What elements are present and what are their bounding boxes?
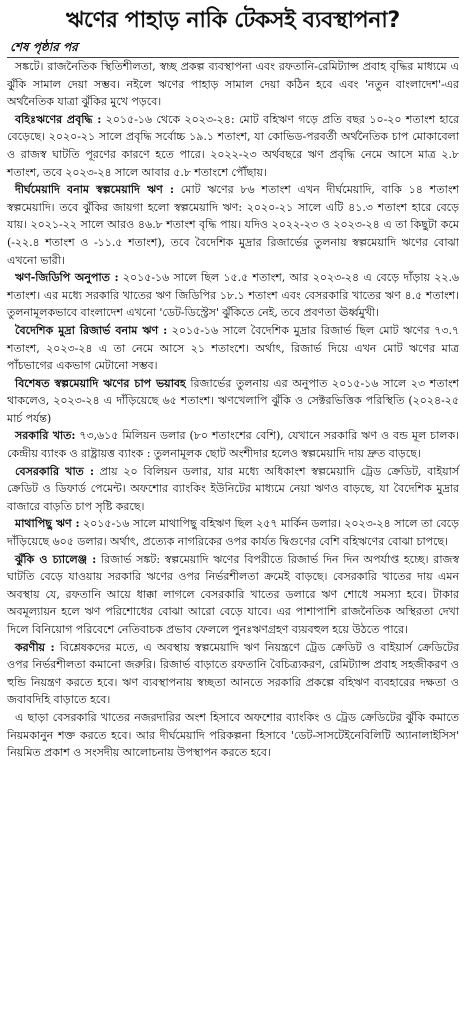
paragraph-long-vs-short-term bbox=[7, 181, 459, 269]
paragraph-reserve-vs-debt bbox=[7, 322, 459, 375]
paragraph-text: মোট ঋণের ৮৬ শতাংশ এখন দীর্ঘমেয়াদি, বাকি ১৪ শতাংশ স্বল্পমেয়াদি। তবে ঝুঁকির জায়গা হলো স্বল্পমেয়াদি ঋণ: ২০২০-২১ সালে এটি ৪১.৩ শতাংশ হারে বেড়ে যায়। ২০২১-২২ সালে আরও ৪৬.৮ শতাংশ বৃদ্ধি পায়। যদিও ২০২২-২৩ ও ২০২৩-২৪ এ তা কিছুটা কমে (-২২.৪ শতাংশ ও -১১.৫ শতাংশ), তবে বৈদেশিক মুদ্রার রিজার্ভের তুলনায় স্বল্পমেয়াদি ঋণের বোঝা এখনো ভারী। bbox=[7, 183, 459, 267]
paragraph-lead: বিশেষত স্বল্পমেয়াদি ঋণের চাপ ভয়াবহ bbox=[15, 375, 186, 390]
paragraph-public-sector bbox=[7, 427, 459, 462]
paragraph-lead: মাথাপিছু ঋণ : bbox=[15, 516, 80, 531]
paragraph-lead: বেসরকারি খাত : bbox=[15, 463, 94, 478]
paragraph-short-term-pressure bbox=[7, 375, 459, 428]
paragraph-text: এ ছাড়া বেসরকারি খাতের নজরদারির অংশ হিসাবে অফশোর ব্যাংকিং ও ট্রেড ক্রেডিটের ঝুঁকি কমাতে নিয়মকানুন শক্ত করতে হবে। আর দীর্ঘমেয়াদি পরিকল্পনা হিসাবে 'ডেট-সাসটেইনেবিলিটি অ্যানালাইসিস' নিয়মিত প্রকাশ ও সংসদীয় আলোচনায় উপস্থাপন করতে হবে। bbox=[7, 710, 459, 760]
article-headline: ঋণের পাহাড় নাকি টেকসই ব্যবস্থাপনা? bbox=[66, 8, 400, 33]
paragraph-reserve-growth bbox=[7, 111, 459, 181]
paragraph-per-capita-debt bbox=[7, 515, 459, 550]
paragraph-lead: বহিঃঋণের প্রবৃদ্ধি : bbox=[15, 111, 102, 126]
paragraph-closing bbox=[7, 709, 459, 762]
paragraph-lead: ঋণ-জিডিপি অনুপাত : bbox=[15, 270, 119, 285]
paragraph-text: ৭৩,৬১৫ মিলিয়ন ডলার (৮০ শতাংশের বেশি), যেখানে সরকারি ঋণ ও বন্ড মূল চালক। কেন্দ্রীয় ব্যাংক ও রাষ্ট্রায়ত্ত ব্যাংক : তুলনামূলক ছোট অংশীদার হলেও স্বল্পমেয়াদি দায় দ্রুত বাড়ছে। bbox=[7, 429, 459, 461]
article-body bbox=[7, 58, 459, 762]
paragraph-text: রিজার্ভ সঙ্কট: স্বল্পমেয়াদি ঋণের বিপরীতে রিজার্ভ দিন দিন অপর্যাপ্ত হচ্ছে। রাজস্ব ঘাটতি বেড়ে যাওয়ায় সরকারি ঋণের ওপর নির্ভরশীলতা ক্রমেই বাড়ছে। বেসরকারি খাতের দায় এমন অবস্থায় যে, রফতানি আয়ে ধাক্কা লাগলে বেসরকারি খাতের ডলারে ঋণ শোধে সমস্যা হবে। টাকার অবমূল্যায়ন হলে ঋণ পরিশোধের বোঝা আরো বেড়ে যাবে। এর পাশাপাশি রাজনৈতিক অস্থিরতা দেখা দিলে বিনিয়োগ পরিবেশে নেতিবাচক প্রভাব ফেললে পুনঃঋণগ্রহণ ব্যয়বহুল হয়ে উঠতে পারে। bbox=[7, 552, 459, 636]
paragraph-text: রিজার্ভের তুলনায় এর অনুপাত ২০১৫-১৬ সালে ২৩ শতাংশ থাকলেও, ২০২৩-২৪ এ দাঁড়িয়েছে ৬৫ শতাংশ। ঋণখেলাপি ঝুঁকি ও সেক্টরভিত্তিক পরিস্থিতি (২০২৪-২৫ মার্চ পর্যন্ত) bbox=[7, 376, 459, 425]
paragraph-recommendations bbox=[7, 639, 459, 709]
intro-paragraph: সঙ্কটে। রাজনৈতিক স্থিতিশীলতা, স্বচ্ছ প্রকল্প ব্যবস্থাপনা এবং রফতানি-রেমিট্যান্স প্রবাহ বৃদ্ধির মাধ্যমে এ ঝুঁকি সামাল দেয়া সম্ভব। নইলে ঋণের পাহাড় সামাল দেয়া কঠিন হবে এবং 'নতুন বাংলাদেশ'-এর অর্থনৈতিক যাত্রা ঝুঁকির মুখে পড়বে। bbox=[7, 60, 459, 109]
paragraph-debt-gdp bbox=[7, 269, 459, 322]
paragraph-text: ২০১৫-১৬ সালে মাথাপিছু বহিঋণ ছিল ২৫৭ মার্কিন ডলার। ২০২৩-২৪ সালে তা বেড়ে দাঁড়িয়েছে ৬০৫ ডলার। অর্থাৎ, প্রত্যেক নাগরিকের ওপর কার্যত দ্বিগুণের বেশি বহিঋণের বোঝা চাপছে। bbox=[7, 517, 460, 549]
paragraph-text: প্রায় ২০ বিলিয়ন ডলার, যার মধ্যে অধিকাংশ স্বল্পমেয়াদি ট্রেড ক্রেডিট, বাইয়ার্স ক্রেডিট ও ডিফার্ড পেমেন্ট। অফশোর ব্যাংকিং ইউনিটের মাধ্যমে নেয়া ঋণও বাড়ছে, যা বৈদেশিক মুদ্রার বাজারে বাড়তি চাপ সৃষ্টি করছে। bbox=[7, 464, 460, 513]
paragraph-private-sector bbox=[7, 463, 459, 516]
paragraph-lead: দীর্ঘমেয়াদি বনাম স্বল্পমেয়াদি ঋণ : bbox=[15, 182, 174, 197]
paragraph-text: ২০১৫-১৬ সালে ছিল ১৫.৫ শতাংশ, আর ২০২৩-২৪ এ বেড়ে দাঁড়ায় ২২.৬ শতাংশ। এর মধ্যে সরকারি খাতের ঋণ জিডিপির ১৮.১ শতাংশ এবং বেসরকারি খাতের ঋণ ৪.৫ শতাংশ। তুলনামূলকভাবে বাংলাদেশ এখনো 'ডেট-ডিস্ট্রেস' ঝুঁকিতে নেই, তবে প্রবণতা ঊর্ধ্বমুখী। bbox=[7, 271, 460, 320]
paragraph-lead: সরকারি খাত: bbox=[15, 428, 76, 443]
paragraph-lead: বৈদেশিক মুদ্রা রিজার্ভ বনাম ঋণ : bbox=[15, 322, 168, 337]
paragraph-risks bbox=[7, 551, 459, 639]
paragraph-lead: করণীয় : bbox=[15, 639, 55, 654]
continued-from-label: শেষ পৃষ্ঠার পর bbox=[10, 40, 78, 54]
paragraph-lead: ঝুঁকি ও চ্যালেঞ্জ : bbox=[15, 551, 97, 566]
paragraph-text: ২০১৫-১৬ সালে বৈদেশিক মুদ্রার রিজার্ভ ছিল মোট ঋণের ৭৩.৭ শতাংশ, ২০২৩-২৪ এ তা নেমে আসে ২১ শতাংশে। অর্থাৎ, রিজার্ভ দিয়ে এখন মোট ঋণের মাত্র পাঁচভাগের একভাগ মেটানো সম্ভব। bbox=[7, 323, 459, 373]
paragraph-text: ২০১৫-১৬ থেকে ২০২৩-২৪: মোট বহিঋণ গড়ে প্রতি বছর ১০-২০ শতাংশ হারে বেড়েছে। ২০২০-২১ সালে প্রবৃদ্ধি সর্বোচ্চ ১৯.১ শতাংশ, যা কোভিড-পরবর্তী অর্থনৈতিক চাপ মোকাবেলা ও রাজস্ব ঘাটতি পূরণের কারণে হতে পারে। ২০২২-২৩ অর্থবছরে ঋণ প্রবৃদ্ধি নেমে আসে মাত্র ২.৮ শতাংশ, তবে ২০২৩-২৪ সালে আবার ৫.৮ শতাংশে পৌঁছায়। bbox=[7, 112, 459, 179]
paragraph-text: বিশ্লেষকদের মতে, এ অবস্থায় স্বল্পমেয়াদি ঋণ নিয়ন্ত্রণে ট্রেড ক্রেডিট ও বাইয়ার্স ক্রেডিটের ওপর নির্ভরশীলতা কমানো জরুরি। রিজার্ভ বাড়াতে রফতানি বৈচিত্র্যকরণ, রেমিট্যান্স প্রবাহ সহজীকরণ ও হুন্ডি নিয়ন্ত্রণ করতে হবে। ঋণ ব্যবস্থাপনায় স্বচ্ছতা আনতে সরকারি প্রকল্পে বহিঋণ ব্যবহারের দক্ষতা ও জবাবদিহি বাড়াতে হবে। bbox=[7, 640, 459, 707]
